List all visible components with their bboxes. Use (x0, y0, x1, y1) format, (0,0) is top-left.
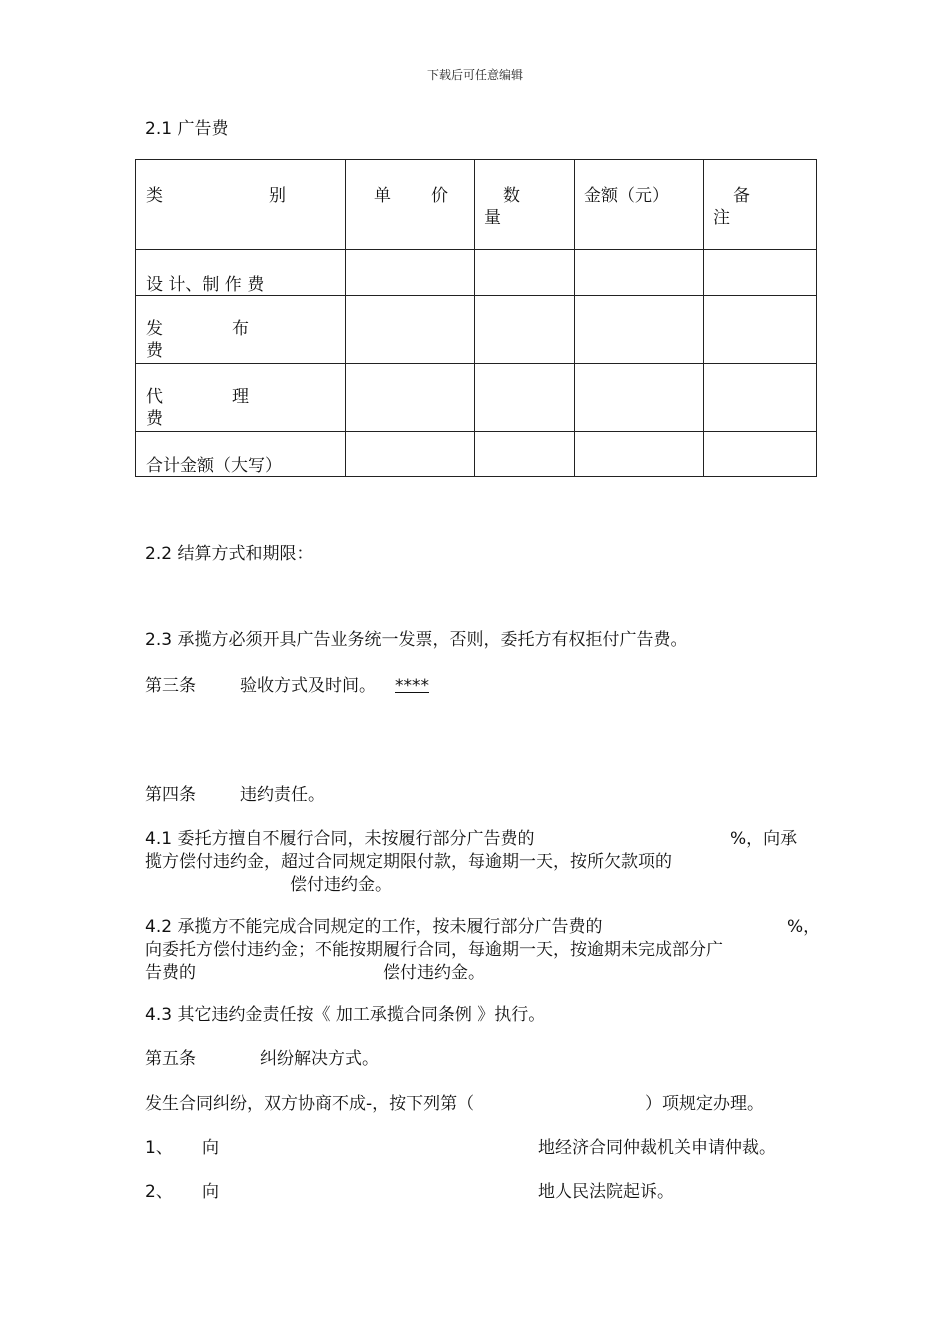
article-4-text: 违约责任。 (240, 785, 325, 805)
row-label-total: 合计金额（大写） (136, 432, 346, 477)
clause-4-2-line3: 告费的 (145, 963, 196, 983)
header-note: 备 注 (704, 160, 817, 250)
header-amount: 金额（元） (575, 160, 704, 250)
article-4-title: 第四条 (145, 785, 196, 805)
table-row (136, 296, 817, 364)
dispute-intro: 发生合同纠纷，双方协商不成-，按下列第（ (145, 1094, 475, 1114)
clause-4-2-line2: 向委托方偿付违约金；不能按期履行合同，每逾期一天，按逾期未完成部分广 (145, 940, 723, 960)
option-1-to: 向 (202, 1138, 219, 1158)
header-unit-price: 单 价 (346, 160, 475, 250)
table-row (136, 432, 817, 477)
row-label-design: 设 计、制 作 费 (136, 250, 346, 296)
row-label-agency: 代 理 费 (136, 364, 346, 432)
table-header-row (136, 160, 817, 250)
article-3-text: 验收方式及时间。 (240, 676, 376, 696)
row-label-publish: 发 布 费 (136, 296, 346, 364)
dispute-intro-end: ）项规定办理。 (645, 1094, 764, 1114)
header-category: 类 别 (136, 160, 346, 250)
clause-4-1-line3: 偿付违约金。 (290, 875, 392, 895)
section-2-2: 2.2 结算方式和期限： (145, 544, 314, 564)
clause-4-3: 4.3 其它违约金责任按《 加工承揽合同条例 》执行。 (145, 1005, 546, 1025)
page-header: 下载后可任意编辑 (426, 68, 523, 82)
clause-4-1-line1-end: %，向承 (730, 829, 798, 849)
article-5-text: 纠纷解决方式。 (260, 1049, 379, 1069)
header-quantity: 数 量 (475, 160, 575, 250)
table-row (136, 364, 817, 432)
section-2-3: 2.3 承揽方必须开具广告业务统一发票，否则，委托方有权拒付广告费。 (145, 630, 688, 650)
article-5-title: 第五条 (145, 1049, 196, 1069)
clause-4-2-line3-end: 偿付违约金。 (383, 963, 485, 983)
clause-4-1-line2: 揽方偿付违约金，超过合同规定期限付款，每逾期一天，按所欠款项的 (145, 852, 672, 872)
clause-4-2-line1: 4.2 承揽方不能完成合同规定的工作，按未履行部分广告费的 (145, 917, 603, 937)
article-3-stars: **** (395, 676, 429, 696)
option-1-text: 地经济合同仲裁机关申请仲裁。 (538, 1138, 776, 1158)
option-2-text: 地人民法院起诉。 (538, 1182, 674, 1202)
option-2-to: 向 (202, 1182, 219, 1202)
option-2-number: 2、 (145, 1182, 173, 1202)
ad-fee-table (135, 159, 817, 477)
clause-4-1-line1: 4.1 委托方擅自不履行合同，未按履行部分广告费的 (145, 829, 535, 849)
section-2-1-title: 2.1 广告费 (145, 119, 229, 139)
article-3-title: 第三条 (145, 676, 196, 696)
option-1-number: 1、 (145, 1138, 173, 1158)
clause-4-2-line1-end: %， (787, 917, 821, 937)
table-row (136, 250, 817, 296)
